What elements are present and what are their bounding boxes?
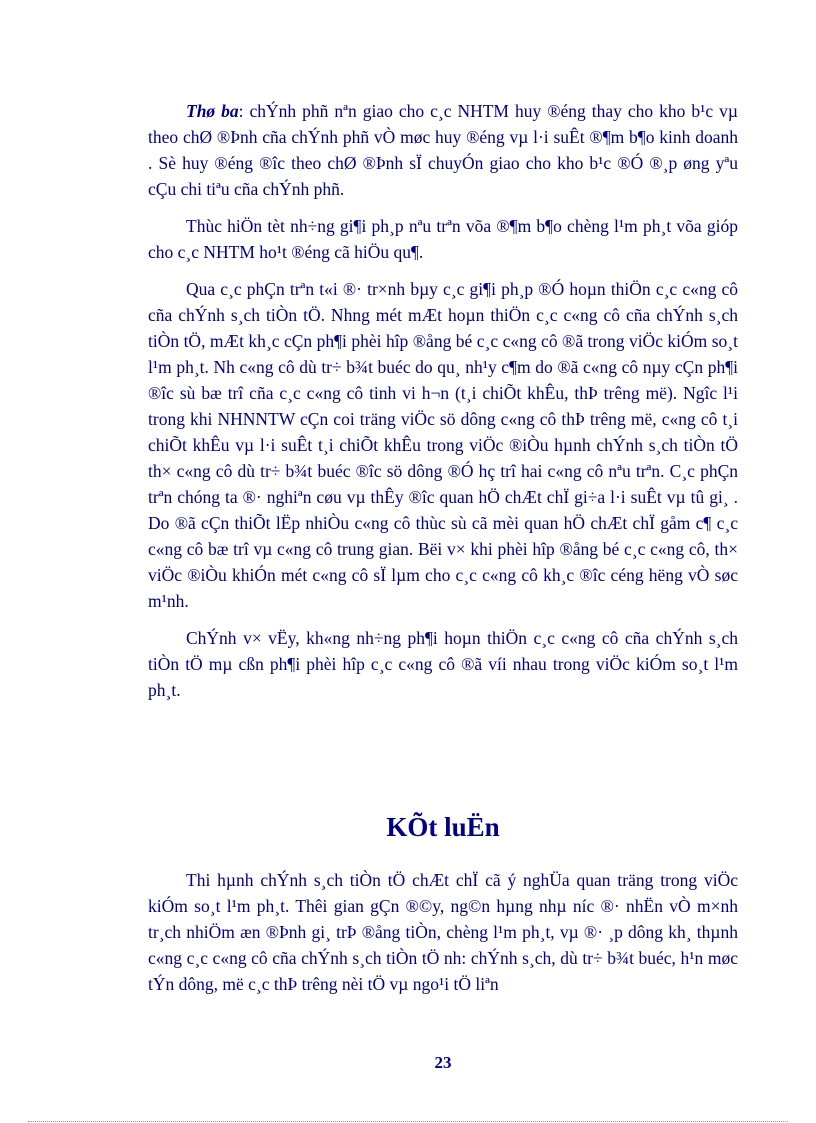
paragraph-third-measure <box>148 98 738 202</box>
body-section-conclusion <box>148 867 738 997</box>
paragraph-text: : chÝnh phñ nªn giao cho c¸c NHTM huy ®éng thay cho kho b¹c vµ theo chØ ®Þnh cña chÝnh phñ vÒ møc huy ®éng vµ l·i suÊt ®¶m b¶o kinh doanh . Sè huy ®éng ®îc theo chØ ®Þnh sÏ chuyÓn giao cho kho b¹c ®Ó ®¸p øng yªu cÇu chi tiªu cña chÝnh phñ. <box>148 101 738 199</box>
page-number: 23 <box>434 1053 452 1072</box>
conclusion-heading: KÕt luËn <box>386 812 500 842</box>
paragraph-implementation: Thùc hiÖn tèt nh÷ng gi¶i ph¸p nªu trªn võa ®¶m b¶o chèng l¹m ph¸t võa gióp cho c¸c NHTM ho¹t ®éng cã hiÖu qu¶. <box>148 216 738 262</box>
footer-divider <box>28 1121 788 1122</box>
paragraph-tool-coordination: Qua c¸c phÇn trªn t«i ®· tr×nh bµy c¸c gi¶i ph¸p ®Ó hoµn thiÖn c¸c c«ng cô cña chÝnh s¸ch tiÒn tÖ. Nhng mét mÆt hoµn thiÖn c¸c c«ng cô cña chÝnh s¸ch tiÒn tÖ, mÆt kh¸c cÇn ph¶i phèi hîp ®ång bé c¸c c«ng cô ®ã trong viÖc kiÓm so¸t l¹m ph¸t. Nh c«ng cô dù tr÷ b¾t buéc do qu¸ nh¹y c¶m do ®ã c«ng cô nµy cÇn ph¶i ®îc sù bæ trî cña c¸c c«ng cô tinh vi h¬n (t¸i chiÕt khÊu, thÞ trêng më). Ngîc l¹i trong khi NHNNTW cÇn coi träng viÖc sö dông c«ng cô thÞ trêng më, c«ng cô t¸i chiÕt khÊu vµ l·i suÊt t¸i chiÕt khÊu trong viÖc ®iÒu hµnh chÝnh s¸ch tiÒn tÖ th× c«ng cô dù tr÷ b¾t buéc ®îc sö dông ®Ó hç trî hai c«ng cô nªu trªn. C¸c phÇn trªn chóng ta ®· nghiªn cøu vµ thÊy ®îc quan hÖ chÆt chÏ gi÷a l·i suÊt vµ tû gi¸ . Do ®ã cÇn thiÕt lËp nhiÒu c«ng cô thùc sù cã mèi quan hÖ chÆt chÏ gåm c¶ c¸c c«ng cô bæ trî vµ c«ng cô trung gian. Bëi v× khi phèi hîp ®ång bé c¸c c«ng cô, th× viÖc ®iÒu khiÓn mét c«ng cô sÏ lµm cho c¸c c«ng cô kh¸c ®îc céng hëng vÒ søc m¹nh. <box>148 279 738 611</box>
paragraph-conclusion: Thi hµnh chÝnh s¸ch tiÒn tÖ chÆt chÏ cã ý nghÜa quan träng trong viÖc kiÓm so¸t l¹m ph¸t. Thêi gian gÇn ®©y, ng©n hµng nhµ níc ®· nhËn vÒ m×nh tr¸ch nhiÖm æn ®Þnh gi¸ trÞ ®ång tiÒn, chèng l¹m ph¸t, vµ ®· ¸p dông kh¸ thµnh c«ng c¸c c«ng cô cña chÝnh s¸ch tiÒn tÖ nh: chÝnh s¸ch, dù tr÷ b¾t buéc, h¹n møc tÝn dông, më c¸c thÞ trêng nèi tÖ vµ ngo¹i tÖ liªn <box>148 870 738 994</box>
paragraph-lead: Thø ba <box>186 101 239 121</box>
paragraph-summary: ChÝnh v× vËy, kh«ng nh÷ng ph¶i hoµn thiÖn c¸c c«ng cô cña chÝnh s¸ch tiÒn tÖ mµ cßn ph¶i phèi hîp c¸c c«ng cô ®ã víi nhau trong viÖc kiÓm so¸t l¹m ph¸t. <box>148 628 738 700</box>
body-section-solutions <box>148 98 738 703</box>
